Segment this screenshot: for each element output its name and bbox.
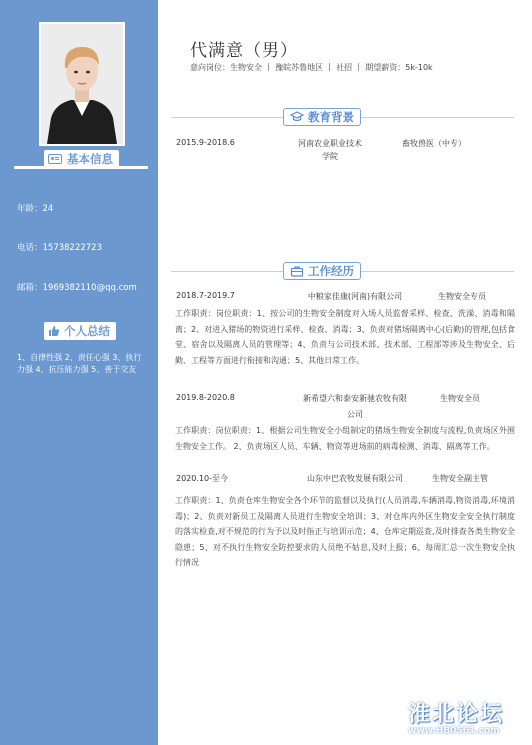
basic-info-title: 基本信息 bbox=[67, 152, 113, 166]
company-name-line2: 公司 bbox=[347, 410, 363, 419]
work-title: 工作经历 bbox=[308, 264, 354, 278]
age-text: 年龄：24 bbox=[17, 204, 54, 214]
sidebar bbox=[0, 0, 158, 745]
job-company bbox=[288, 393, 422, 420]
job-period: 2018.7-2019.7 bbox=[176, 291, 235, 300]
thumbs-up-icon bbox=[48, 325, 60, 337]
education-school bbox=[285, 138, 375, 162]
job-company: 山东中巴农牧发展有限公司 bbox=[307, 474, 403, 483]
email-text: 邮箱：1969382110@qq.com bbox=[17, 283, 137, 293]
graduation-cap-icon bbox=[290, 111, 304, 123]
job-position: 生物安全员 bbox=[440, 394, 480, 403]
job-period: 2019.8-2020.8 bbox=[176, 393, 235, 402]
summary-heading bbox=[44, 322, 116, 340]
education-period: 2015.9-2018.6 bbox=[176, 138, 235, 147]
candidate-name: 代满意（男） bbox=[190, 41, 298, 61]
summary-text: 1、自律性强 2、责任心强 3、执行力强 4、抗压能力强 5、善于交友 bbox=[17, 353, 142, 374]
job-period: 2020.10-至今 bbox=[176, 474, 228, 483]
watermark-text: 淮北论坛 bbox=[408, 702, 505, 727]
school-name-line2: 学院 bbox=[322, 152, 338, 161]
job-position: 生物安全专员 bbox=[438, 292, 486, 301]
summary-title: 个人总结 bbox=[64, 324, 110, 338]
company-name-line1: 新希望六和泰安新驰农牧有限 bbox=[303, 394, 407, 403]
school-name-line1: 河南农业职业技术 bbox=[298, 139, 362, 148]
watermark bbox=[408, 697, 504, 736]
section-divider bbox=[14, 166, 148, 169]
job-description: 工作职责：岗位职责：1、按公司的生物安全制度对入场人员监督采样、检查、洗澡、消毒和隔离；2、对进入猪场的物资进行采样、检查、消毒；3、负责对猪场隔离中心(后勤)的管理,包括食堂、宿舍以及隔离人员的管理等；4、负责与公司技术部、技术部、工程部等涉及生物安全、后勤、工程等方面进行衔接和沟通；5、其他日常工作。 bbox=[175, 309, 515, 365]
education-major: 畜牧兽医（中专） bbox=[402, 139, 466, 148]
education-title: 教育背景 bbox=[308, 110, 354, 124]
job-company: 中粮家佳康(河南)有限公司 bbox=[307, 292, 403, 301]
id-card-icon bbox=[48, 154, 62, 164]
watermark-url: www.HB0561.com bbox=[408, 726, 500, 736]
profile-photo bbox=[39, 22, 125, 146]
job-position: 生物安全副主管 bbox=[432, 474, 488, 483]
phone-text: 电话：15738222723 bbox=[17, 243, 102, 253]
education-heading bbox=[283, 108, 361, 126]
briefcase-icon bbox=[290, 265, 304, 277]
job-intent-line: 意向岗位：生物安全 丨 豫皖苏鲁地区 丨 社招 丨 期望薪资：5k-10k bbox=[190, 63, 433, 72]
job-description: 工作职责：岗位职责：1、根据公司生物安全小组制定的猪场生物安全制度与流程,负责场区外围生物安全工作。 2、负责场区人员、车辆、物资等进场前的病毒检测、消毒、隔离等工作。 bbox=[175, 426, 515, 451]
person-portrait-icon bbox=[41, 24, 123, 144]
job-description: 工作职责：1、负责仓库生物安全各个环节的监督以及执行(人员消毒,车辆消毒,物资消毒,环境消毒)；2、负责对新员工及隔离人员进行生物安全培训；3、对仓库内外区生物安全安全执行制度的落实检查,对不规范的行为予以及时指正与培训示范；4、仓库定期巡查,及时排查各类生物安全隐患；5、对不执行生物安全防控要求的人员绝不姑息,及时上报；6、每周汇总一次生物安全执行情况 bbox=[175, 496, 515, 567]
work-heading bbox=[283, 262, 361, 280]
